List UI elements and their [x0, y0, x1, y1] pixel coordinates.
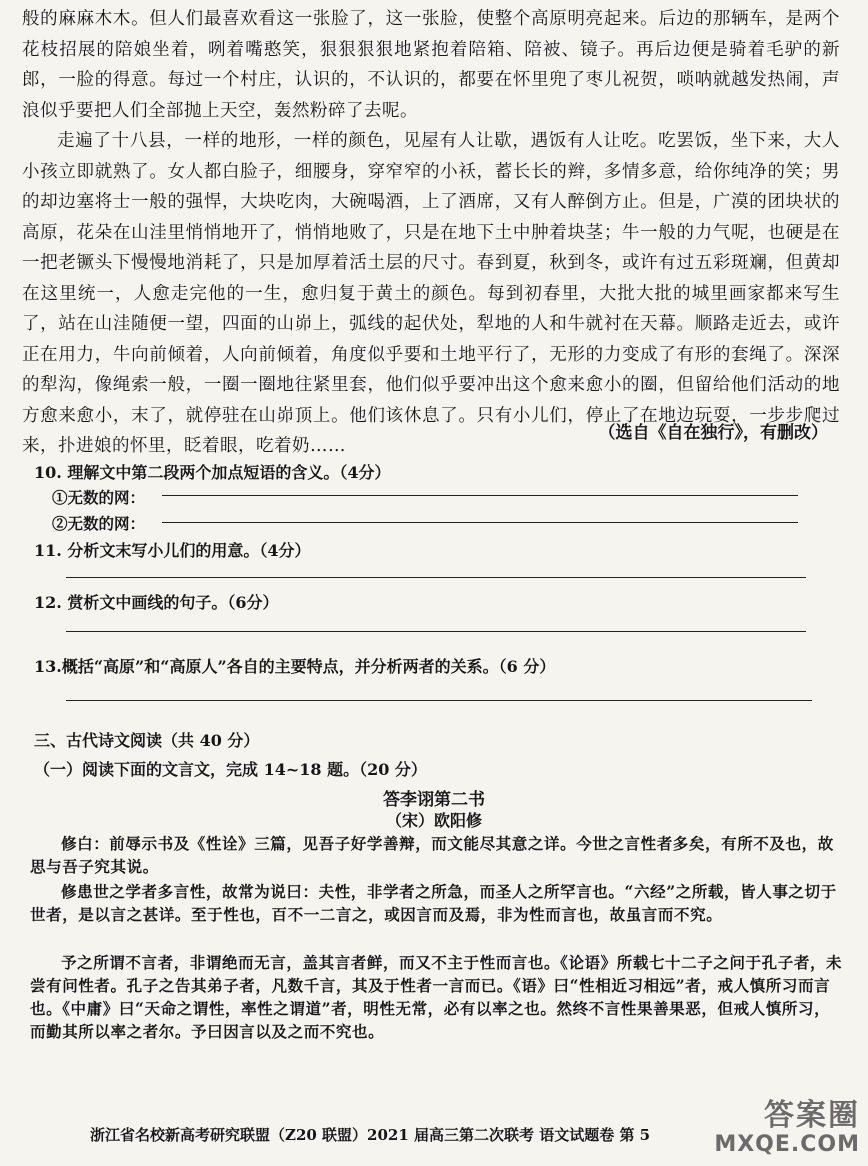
- classical-text-author: （宋）欧阳修: [385, 811, 482, 830]
- answer-line-10-1[interactable]: [162, 495, 798, 496]
- watermark-site: MXQE.COM: [714, 1132, 860, 1157]
- question-10: 10. 理解文中第二段两个加点短语的含义。（4分）: [34, 463, 391, 482]
- answer-line-13[interactable]: [66, 700, 812, 701]
- classical-paragraph-3: 予之所谓不言者，非谓绝而无言，盖其言者鲜，而又不主于性而言也。《论语》所载七十二子之问于孔子者，未尝有问性者。孔子之告其弟子者，凡数千言，其及于性者一言而已。《语》曰“性相近习相远”者，戒人慎所习而言也。《中庸》曰“天命之谓性，率性之谓道”者，明性无常，必有以率之也。然终不言性果善果恶，但戒人慎所习，而勤其所以率之者尔。予曰因言以及之而不究也。: [30, 953, 843, 1041]
- answer-line-12[interactable]: [66, 631, 806, 632]
- question-10-item-2: ②无数的网：: [52, 514, 146, 533]
- passage-paragraph-2: 走遍了十八县，一样的地形，一样的颜色，见屋有人让歇，遇饭有人让吃。吃罢饭，坐下来，大人小孩立即就熟了。女人都白脸子，细腰身，穿窄窄的小袄，蓄长长的辫，多情多意，给你纯净的笑；男的却边塞将士一般的强悍，大块吃肉，大碗喝酒，上了酒席，又有人醉倒方止。但是，广漠的团块状的高原，花朵在山洼里悄悄地开了，悄悄地败了，只是在地下土中肿着块茎；牛一般的力气呢，也硬是在一把老镢头下慢慢地消耗了，只是加厚着活土层的尺寸。春到夏，秋到冬，或许有过五彩斑斓，但黄却在这里统一，人愈走完他的一生，愈归复于黄土的颜色。每到初春里，大批大批的城里画家都来写生了，站在山洼随便一望，四面的山峁上，弧线的起伏处，犁地的人和牛就衬在天幕。顺路走近去，或许正在用力，牛向前倾着，人向前倾着，角度似乎要和土地平行了，无形的力变成了有形的套绳了。深深的犁沟，像绳索一般，一圈一圈地往紧里套，他们似乎要冲出这个愈来愈小的圈，但留给他们活动的地方愈来愈小，末了，就停驻在山峁顶上。他们该休息了。只有小儿们，停止了在地边玩耍，一步步爬过来，扑进娘的怀里，眨着眼，吃着奶……: [22, 131, 840, 456]
- classical-text-title: 答李诩第二书: [383, 790, 485, 810]
- question-11: 11. 分析文末写小儿们的用意。（4分）: [34, 541, 311, 560]
- question-10-item-1: ①无数的网：: [52, 488, 146, 507]
- section-3-subheading: （一）阅读下面的文言文，完成 14~18 题。（20 分）: [34, 760, 427, 779]
- classical-paragraph-2: 修患世之学者多言性，故常为说曰：夫性，非学者之所急，而圣人之所罕言也。“六经”之所载，皆人事之切于世者，是以言之甚详。至于性也，百不一二言之，或因言而及焉，非为性而言也，故虽言而不究。: [30, 882, 837, 924]
- question-13: 13.概括“高原”和“高原人”各自的主要特点，并分析两者的关系。（6 分）: [34, 657, 556, 676]
- section-3-heading: 三、古代诗文阅读（共 40 分）: [34, 731, 260, 750]
- watermark-logo: [692, 1100, 860, 1162]
- classical-paragraph-1: 修白：前辱示书及《性诠》三篇，见吾子好学善辩，而文能尽其意之详。今世之言性者多矣，有所不及也，故思与吾子究其说。: [30, 834, 834, 876]
- question-12: 12. 赏析文中画线的句子。（6分）: [34, 593, 279, 612]
- page-footer: 浙江省名校新高考研究联盟（Z20 联盟）2021 届高三第二次联考 语文试题卷 第 5: [90, 1126, 651, 1144]
- passage-paragraph-1: 般的麻麻木木。但人们最喜欢看这一张脸了，这一张脸，使整个高原明亮起来。后边的那辆车，是两个花枝招展的陪娘坐着，咧着嘴憨笑，狠狠狠狠地紧抱着陪箱、陪被、镜子。再后边便是骑着毛驴的新郎，一脸的得意。每过一个村庄，认识的，不认识的，都要在怀里兜了枣儿祝贺，唢呐就越发热闹，声浪似乎要把人们全部抛上天空，轰然粉碎了去呢。: [22, 9, 840, 121]
- answer-line-11[interactable]: [66, 577, 806, 578]
- answer-line-10-2[interactable]: [162, 522, 798, 523]
- passage-source: （选自《自在独行》，有删改）: [598, 423, 828, 443]
- watermark-brand: 答案圈: [764, 1098, 860, 1133]
